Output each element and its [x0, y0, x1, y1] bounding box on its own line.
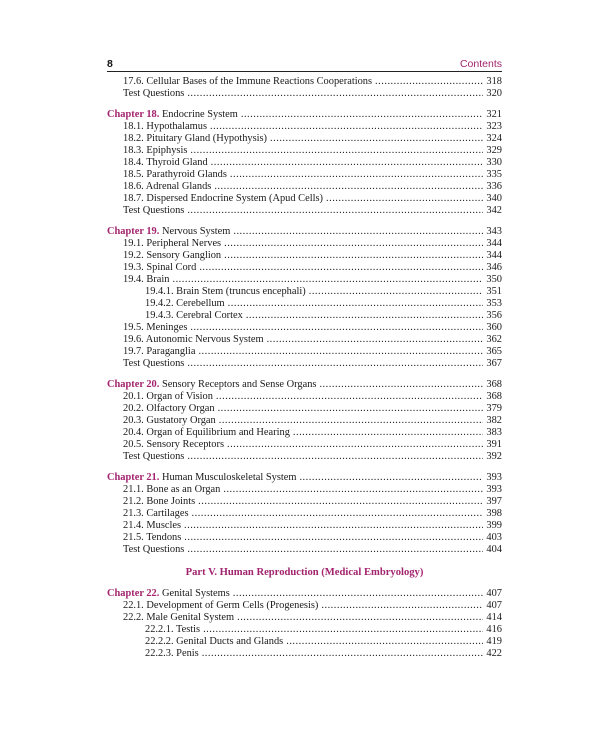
entry-page: 335	[486, 169, 502, 180]
entry-page: 356	[486, 310, 502, 321]
toc-entry[interactable]	[107, 612, 502, 624]
toc-entry[interactable]	[107, 133, 502, 145]
chapter-title: Nervous System	[161, 226, 231, 237]
spacer	[107, 370, 502, 379]
entry-title: 20.2. Olfactory Organ	[123, 403, 215, 414]
toc-entry[interactable]	[107, 145, 502, 157]
entry-title: 19.1. Peripheral Nerves	[123, 238, 222, 249]
entry-page: 344	[486, 250, 502, 261]
leader-dots	[198, 346, 483, 358]
chapter-page: 393	[486, 472, 502, 483]
entry-title: 22.2.3. Penis	[145, 648, 199, 659]
chapter-label: Chapter 20.	[107, 379, 160, 390]
toc-subentry[interactable]	[107, 648, 502, 660]
leader-dots	[286, 636, 483, 648]
leader-dots	[293, 427, 483, 439]
leader-dots	[172, 274, 483, 286]
entry-page: 419	[486, 636, 502, 647]
toc-entry[interactable]	[107, 403, 502, 415]
entry-title: 21.1. Bone as an Organ	[123, 484, 221, 495]
leader-dots	[246, 310, 483, 322]
leader-dots	[228, 298, 483, 310]
entry-page: 367	[486, 358, 502, 369]
leader-dots	[187, 205, 483, 217]
chapter-label: Chapter 19.	[107, 226, 160, 237]
leader-dots	[187, 544, 483, 556]
toc-entry[interactable]	[107, 262, 502, 274]
entry-page: 391	[486, 439, 502, 450]
entry-page: 414	[486, 612, 502, 623]
chapter-page: 407	[486, 588, 502, 599]
entry-title: 21.4. Muscles	[123, 520, 182, 531]
entry-title: Test Questions	[123, 358, 185, 369]
entry-page: 392	[486, 451, 502, 462]
entry-page: 320	[486, 88, 502, 99]
toc-entry[interactable]	[107, 520, 502, 532]
leader-dots	[202, 648, 483, 660]
entry-page: 399	[486, 520, 502, 531]
leader-dots	[211, 157, 483, 169]
entry-page: 323	[486, 121, 502, 132]
leader-dots	[184, 532, 483, 544]
entry-title: 22.2.1. Testis	[145, 624, 201, 635]
leader-dots	[233, 226, 483, 238]
entry-page: 382	[486, 415, 502, 426]
entry-page: 330	[486, 157, 502, 168]
toc-entry[interactable]	[107, 238, 502, 250]
toc-entry[interactable]	[107, 484, 502, 496]
toc-entry[interactable]	[107, 181, 502, 193]
leader-dots	[190, 322, 483, 334]
entry-title: 19.3. Spinal Cord	[123, 262, 197, 273]
table-of-contents	[107, 76, 502, 660]
entry-page: 351	[486, 286, 502, 297]
entry-page: 350	[486, 274, 502, 285]
leader-dots	[187, 88, 483, 100]
leader-dots	[309, 286, 483, 298]
chapter-heading[interactable]	[107, 472, 502, 484]
entry-page: 379	[486, 403, 502, 414]
leader-dots	[192, 508, 483, 520]
entry-page: 324	[486, 133, 502, 144]
toc-entry[interactable]	[107, 157, 502, 169]
leader-dots	[321, 600, 483, 612]
entry-page: 340	[486, 193, 502, 204]
entry-title: Test Questions	[123, 451, 185, 462]
toc-subentry[interactable]	[107, 298, 502, 310]
entry-title: 21.2. Bone Joints	[123, 496, 196, 507]
leader-dots	[233, 588, 483, 600]
entry-title: 21.5. Tendons	[123, 532, 182, 543]
leader-dots	[224, 250, 483, 262]
entry-title: 18.1. Hypothalamus	[123, 121, 207, 132]
entry-title: 18.5. Parathyroid Glands	[123, 169, 227, 180]
entry-title: 20.3. Gustatory Organ	[123, 415, 216, 426]
chapter-page: 368	[486, 379, 502, 390]
entry-title: 19.6. Autonomic Nervous System	[123, 334, 264, 345]
chapter-heading[interactable]	[107, 226, 502, 238]
entry-title: Test Questions	[123, 544, 185, 555]
entry-page: 404	[486, 544, 502, 555]
entry-page: 329	[486, 145, 502, 156]
leader-dots	[187, 358, 483, 370]
leader-dots	[216, 391, 483, 403]
toc-entry[interactable]	[107, 193, 502, 205]
toc-subentry[interactable]	[107, 286, 502, 298]
toc-entry[interactable]	[107, 391, 502, 403]
chapter-heading[interactable]	[107, 379, 502, 391]
entry-title: 18.4. Thyroid Gland	[123, 157, 208, 168]
page-header	[107, 56, 502, 70]
toc-entry[interactable]	[107, 250, 502, 262]
entry-page: 362	[486, 334, 502, 345]
toc-entry[interactable]	[107, 451, 502, 463]
leader-dots	[199, 262, 483, 274]
entry-title: 20.1. Organ of Vision	[123, 391, 213, 402]
page-number: 8	[107, 58, 113, 70]
leader-dots	[219, 415, 483, 427]
toc-entry[interactable]	[107, 427, 502, 439]
entry-page: 344	[486, 238, 502, 249]
entry-title: 19.4. Brain	[123, 274, 170, 285]
toc-entry[interactable]	[107, 322, 502, 334]
toc-entry[interactable]	[107, 439, 502, 451]
leader-dots	[218, 403, 483, 415]
toc-entry[interactable]	[107, 346, 502, 358]
entry-page: 353	[486, 298, 502, 309]
chapter-label: Chapter 22.	[107, 588, 160, 599]
entry-page: 342	[486, 205, 502, 216]
chapter-heading[interactable]	[107, 109, 502, 121]
leader-dots	[210, 121, 483, 133]
chapter-page: 343	[486, 226, 502, 237]
leader-dots	[224, 238, 483, 250]
entry-page: 407	[486, 600, 502, 611]
leader-dots	[267, 334, 483, 346]
header-rule	[107, 71, 502, 72]
entry-title: 19.7. Paraganglia	[123, 346, 196, 357]
spacer	[107, 100, 502, 109]
running-title: Contents	[459, 58, 502, 70]
toc-subentry[interactable]	[107, 624, 502, 636]
part-heading[interactable]: Part V. Human Reproduction (Medical Embryology)	[185, 567, 424, 578]
leader-dots	[203, 624, 483, 636]
toc-entry[interactable]	[107, 76, 502, 88]
entry-title: 20.5. Sensory Receptors	[123, 439, 225, 450]
chapter-title: Sensory Receptors and Sense Organs	[161, 379, 317, 390]
leader-dots	[190, 145, 483, 157]
entry-title: 18.3. Epiphysis	[123, 145, 188, 156]
entry-page: 368	[486, 391, 502, 402]
chapter-title: Endocrine System	[161, 109, 238, 120]
leader-dots	[184, 520, 483, 532]
toc-subentry[interactable]	[107, 310, 502, 322]
entry-title: 21.3. Cartilages	[123, 508, 189, 519]
toc-entry[interactable]	[107, 334, 502, 346]
toc-entry[interactable]	[107, 508, 502, 520]
toc-entry[interactable]	[107, 205, 502, 217]
entry-title: 18.7. Dispersed Endocrine System (Apud Cells)	[123, 193, 323, 204]
leader-dots	[187, 451, 483, 463]
leader-dots	[237, 612, 483, 624]
entry-page: 416	[486, 624, 502, 635]
toc-subentry[interactable]	[107, 636, 502, 648]
leader-dots	[214, 181, 483, 193]
entry-page: 346	[486, 262, 502, 273]
leader-dots	[270, 133, 483, 145]
spacer	[107, 217, 502, 226]
entry-title: 20.4. Organ of Equilibrium and Hearing	[123, 427, 290, 438]
entry-title: 22.2. Male Genital System	[123, 612, 235, 623]
leader-dots	[230, 169, 483, 181]
chapter-label: Chapter 18.	[107, 109, 160, 120]
leader-dots	[241, 109, 483, 121]
entry-title: 18.2. Pituitary Gland (Hypothysis)	[123, 133, 268, 144]
spacer	[107, 463, 502, 472]
entry-title: 18.6. Adrenal Glands	[123, 181, 212, 192]
toc-entry[interactable]	[107, 532, 502, 544]
toc-entry[interactable]	[107, 496, 502, 508]
entry-page: 360	[486, 322, 502, 333]
leader-dots	[375, 76, 483, 88]
leader-dots	[227, 439, 483, 451]
toc-entry[interactable]	[107, 274, 502, 286]
entry-page: 383	[486, 427, 502, 438]
leader-dots	[319, 379, 483, 391]
chapter-title: Human Musculoskeletal System	[161, 472, 297, 483]
entry-title: 19.4.3. Cerebral Cortex	[145, 310, 243, 321]
leader-dots	[326, 193, 483, 205]
toc-entry[interactable]	[107, 600, 502, 612]
leader-dots	[198, 496, 483, 508]
entry-title: Test Questions	[123, 88, 185, 99]
entry-title: 19.4.2. Cerebellum	[145, 298, 225, 309]
entry-page: 318	[486, 76, 502, 87]
entry-title: 19.5. Meninges	[123, 322, 188, 333]
entry-page: 336	[486, 181, 502, 192]
toc-entry[interactable]	[107, 544, 502, 556]
chapter-heading[interactable]	[107, 588, 502, 600]
toc-entry[interactable]	[107, 358, 502, 370]
toc-entry[interactable]	[107, 121, 502, 133]
toc-entry[interactable]	[107, 415, 502, 427]
entry-page: 393	[486, 484, 502, 495]
chapter-label: Chapter 21.	[107, 472, 160, 483]
entry-page: 365	[486, 346, 502, 357]
leader-dots	[223, 484, 483, 496]
entry-title: 19.4.1. Brain Stem (truncus encephali)	[145, 286, 306, 297]
toc-entry[interactable]	[107, 169, 502, 181]
chapter-page: 321	[486, 109, 502, 120]
entry-title: Test Questions	[123, 205, 185, 216]
entry-title: 17.6. Cellular Bases of the Immune Reactions Cooperations	[123, 76, 373, 87]
entry-page: 398	[486, 508, 502, 519]
entry-title: 19.2. Sensory Ganglion	[123, 250, 222, 261]
entry-title: 22.2.2. Genital Ducts and Glands	[145, 636, 284, 647]
chapter-title: Genital Systems	[161, 588, 230, 599]
entry-page: 397	[486, 496, 502, 507]
entry-page: 422	[486, 648, 502, 659]
entry-title: 22.1. Development of Germ Cells (Progenesis)	[123, 600, 319, 611]
entry-page: 403	[486, 532, 502, 543]
toc-entry[interactable]	[107, 88, 502, 100]
leader-dots	[299, 472, 483, 484]
